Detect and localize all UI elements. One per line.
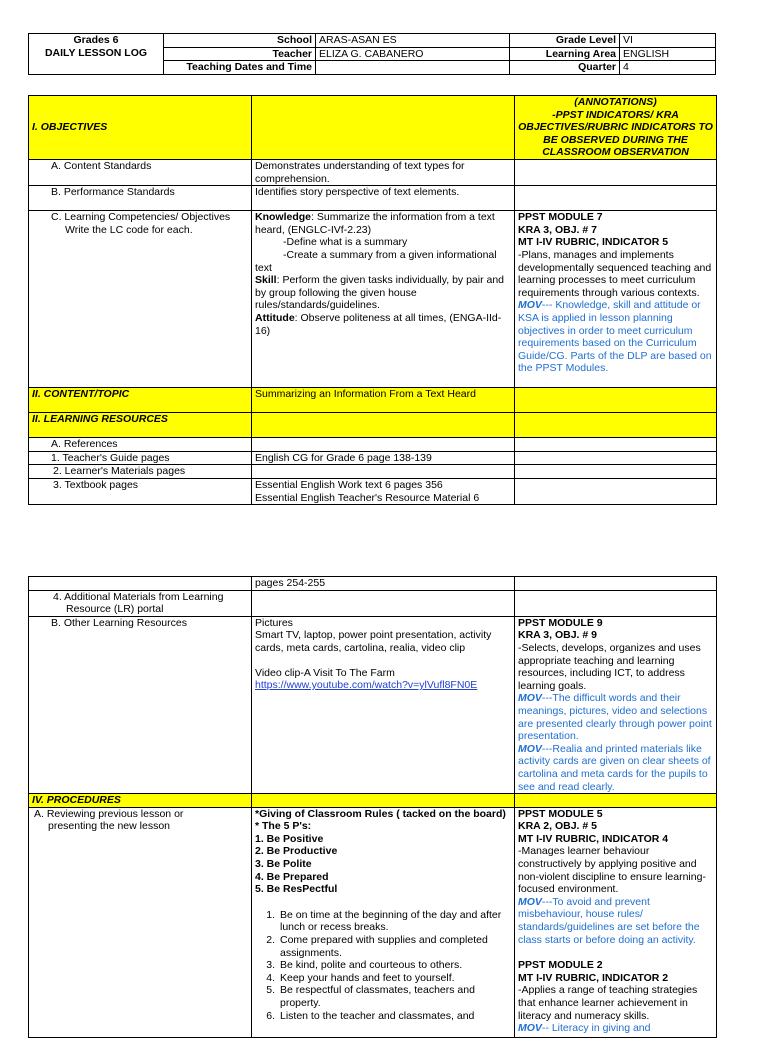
other-equipment: Smart TV, laptop, power point presentation, activity cards, meta cards, cartolina, realia, video clip xyxy=(255,629,492,654)
references-annotation xyxy=(515,438,717,452)
teachers-guide-value: English CG for Grade 6 page 138-139 xyxy=(252,451,515,465)
other-resources-annotation xyxy=(515,616,717,793)
procedures-annotation xyxy=(515,794,717,808)
annotations-subtitle: -PPST INDICATORS/ KRA OBJECTIVES/RUBRIC INDICATORS TO BE OBSERVED DURING THE CLASSROOM OBSERVATION xyxy=(518,108,713,159)
school-label: School xyxy=(164,34,316,48)
rule-text: Be kind, polite and courteous to others. xyxy=(280,959,463,972)
learning-competencies-value xyxy=(252,211,515,388)
content-standards-label: A. Content Standards xyxy=(29,160,252,186)
p-item-4: 4. Be Prepared xyxy=(255,870,329,883)
ann-module: PPST MODULE 7 xyxy=(518,211,603,224)
proc-ann2-mov xyxy=(518,1022,713,1035)
learners-materials-label: 2. Learner's Materials pages xyxy=(29,465,252,479)
knowledge-desc: : Summarize the information from a text heard, (ENGLC-IVf-2.23) xyxy=(255,211,495,236)
proc-ann1-rubric: MT I-IV RUBRIC, INDICATOR 4 xyxy=(518,832,669,845)
learning-area-label: Learning Area xyxy=(510,47,620,61)
ann-rubric: MT I-IV RUBRIC, INDICATOR 5 xyxy=(518,236,669,249)
mov-label: MOV xyxy=(518,299,542,312)
textbook-line2: Essential English Teacher's Resource Material 6 xyxy=(255,491,480,504)
rule-number: 1. xyxy=(266,908,275,921)
knowledge-label: Knowledge xyxy=(255,211,312,224)
content-topic: Summarizing an Information From a Text Heard xyxy=(252,388,515,413)
rule-number: 6. xyxy=(266,1009,275,1022)
rule-item xyxy=(255,1010,511,1023)
attitude-desc: : Observe politeness at all times, (ENGA-IId-16) xyxy=(255,311,502,337)
references-value xyxy=(252,438,515,452)
additional-materials-value xyxy=(252,590,515,616)
proc-mov2-label: MOV xyxy=(518,1022,542,1035)
grade-title-cell xyxy=(29,34,164,75)
ann-mov xyxy=(518,299,713,375)
content-standards-value: Demonstrates understanding of text types for comprehension. xyxy=(252,160,515,186)
content-annotation xyxy=(515,388,717,413)
proc-mov2-text: -- Literacy in giving and xyxy=(541,1022,651,1035)
rule-number: 5. xyxy=(266,984,275,997)
procedures-title: IV. PROCEDURES xyxy=(29,794,252,808)
textbook-line1: Essential English Work text 6 pages 356 xyxy=(255,478,443,491)
procedures-blank xyxy=(252,794,515,808)
header-table xyxy=(28,33,716,75)
proc-ann2-desc: -Applies a range of teaching strategies that enhance learner achievement in literacy and numeracy skills. xyxy=(518,984,698,1022)
resources-blank xyxy=(252,413,515,438)
p-item-2: 2. Be Productive xyxy=(255,845,338,858)
skill-desc: : Perform the given tasks individually, by pair and by group following the given house rules/standards/guidelines. xyxy=(255,274,505,312)
rule-item xyxy=(255,984,511,1009)
lc-label-line2: Write the LC code for each. xyxy=(65,223,193,236)
proc-ann2-rubric: MT I-IV RUBRIC, INDICATOR 2 xyxy=(518,971,669,984)
content-standards-annotation xyxy=(515,160,717,186)
review-label-line2: presenting the new lesson xyxy=(48,820,170,833)
rule-text: Keep your hands and feet to yourself. xyxy=(280,971,455,984)
other-resources-value xyxy=(252,616,515,793)
references-label: A. References xyxy=(29,438,252,452)
five-ps-title: * The 5 P's: xyxy=(255,820,312,833)
review-label-line1: A. Reviewing previous lesson or xyxy=(34,807,184,820)
video-link[interactable]: https://www.youtube.com/watch?v=ylVufl8FN0E xyxy=(255,679,478,692)
grades-label: Grades 6 xyxy=(73,34,119,46)
rule-item xyxy=(255,934,511,959)
knowledge-text xyxy=(255,211,511,236)
learners-materials-value xyxy=(252,465,515,479)
performance-standards-annotation xyxy=(515,186,717,211)
dates-label: Teaching Dates and Time xyxy=(164,61,316,75)
rule-number: 4. xyxy=(266,971,275,984)
knowledge-sub1: -Define what is a summary xyxy=(283,236,408,249)
ann-desc: -Plans, manages and implements developmentally sequenced teaching and learning processes to meet curriculum requirements through various contexts. xyxy=(518,248,712,299)
p-item-1: 1. Be Positive xyxy=(255,832,324,845)
rule-number: 2. xyxy=(266,934,275,947)
attitude-text xyxy=(255,312,511,337)
annotations-title: (ANNOTATIONS) xyxy=(574,96,657,108)
rule-text: Listen to the teacher and classmates, and xyxy=(280,1009,475,1022)
teachers-guide-annotation xyxy=(515,451,717,465)
p-item-3: 3. Be Polite xyxy=(255,858,312,871)
res-ann-desc: -Selects, develops, organizes and uses appropriate teaching and learning resources, including ICT, to address learning goals. xyxy=(518,641,701,692)
res-mov1-label: MOV xyxy=(518,692,542,705)
other-pictures: Pictures xyxy=(255,616,293,629)
school-value: ARAS-ASAN ES xyxy=(316,34,510,48)
proc-mov1-text: ---To avoid and prevent misbehaviour, house rules/ standards/guidelines are set before the class starts or before doing an activity. xyxy=(518,895,700,946)
performance-standards-value: Identifies story perspective of text elements. xyxy=(252,186,515,211)
objectives-title: I. OBJECTIVES xyxy=(29,96,252,160)
knowledge-sub2: -Create a summary from a given informational text xyxy=(255,248,497,274)
res-mov1-text: ---The difficult words and their meanings, pictures, video and selections are presented clearly through power point presentation. xyxy=(518,692,712,743)
skill-text xyxy=(255,274,511,312)
daily-lesson-log-label: DAILY LESSON LOG xyxy=(44,46,148,59)
learners-materials-annotation xyxy=(515,465,717,479)
mov-text: --- Knowledge, skill and attitude or KSA is applied in lesson planning objectives in order to meet curriculum requirements based on the Curriculum Guide/CG. Parts of the DLP are based on the PPST Modules. xyxy=(518,299,712,375)
resources-title: II. LEARNING RESOURCES xyxy=(29,413,252,438)
skill-label: Skill xyxy=(255,274,277,287)
other-video-title: Video clip-A Visit To The Farm xyxy=(255,666,395,679)
learning-competencies-label xyxy=(29,211,252,388)
dates-value xyxy=(316,61,510,75)
learning-competencies-annotation xyxy=(515,211,717,388)
textbook-cont-label xyxy=(29,577,252,591)
performance-standards-label: B. Performance Standards xyxy=(29,186,252,211)
ann-kra: KRA 3, OBJ. # 7 xyxy=(518,223,597,236)
other-resources-label: B. Other Learning Resources xyxy=(29,616,252,793)
res-mov2-text: ---Realia and printed materials like activity cards are given on clear sheets of cartolina and meta cards for the pupils to see and read clearly. xyxy=(518,742,711,793)
grade-level-label: Grade Level xyxy=(510,34,620,48)
proc-ann1-desc: -Manages learner behaviour constructively by applying positive and non-violent discipline to ensure learning-focused environment. xyxy=(518,845,706,896)
review-lesson-label xyxy=(29,807,252,1037)
proc-ann1-mov xyxy=(518,896,713,946)
resources-annotation xyxy=(515,413,717,438)
textbook-value xyxy=(252,478,515,504)
textbook-cont-annotation xyxy=(515,577,717,591)
res-mov2-label: MOV xyxy=(518,742,542,755)
textbook-cont-value: pages 254-255 xyxy=(252,577,515,591)
rule-item xyxy=(255,972,511,985)
rules-title: *Giving of Classroom Rules ( tacked on the board) xyxy=(255,807,506,820)
additional-label-line1: 4. Additional Materials from Learning xyxy=(53,590,224,603)
rule-text: Be on time at the beginning of the day and after lunch or recess breaks. xyxy=(280,908,502,934)
rule-number: 3. xyxy=(266,959,275,972)
quarter-value: 4 xyxy=(620,61,716,75)
additional-materials-label xyxy=(29,590,252,616)
rule-item xyxy=(255,909,511,934)
res-ann-mov2 xyxy=(518,743,713,793)
teacher-label: Teacher xyxy=(164,47,316,61)
review-lesson-annotation xyxy=(515,807,717,1037)
lesson-table xyxy=(28,95,717,505)
grade-level-value: VI xyxy=(620,34,716,48)
review-lesson-value xyxy=(252,807,515,1037)
p-item-5: 5. Be ResPectful xyxy=(255,883,338,896)
proc-mov1-label: MOV xyxy=(518,895,542,908)
teacher-value: ELIZA G. CABANERO xyxy=(316,47,510,61)
proc-ann1-kra: KRA 2, OBJ. # 5 xyxy=(518,820,597,833)
res-ann-kra: KRA 3, OBJ. # 9 xyxy=(518,629,597,642)
learning-area-value: ENGLISH xyxy=(620,47,716,61)
rule-text: Be respectful of classmates, teachers and property. xyxy=(280,984,475,1009)
rule-text: Come prepared with supplies and completed assignments. xyxy=(280,934,488,959)
attitude-label: Attitude xyxy=(255,311,295,324)
objectives-blank xyxy=(252,96,515,160)
res-ann-mov1 xyxy=(518,692,713,742)
annotations-header xyxy=(515,96,717,160)
teachers-guide-label: 1. Teacher's Guide pages xyxy=(29,451,252,465)
res-ann-module: PPST MODULE 9 xyxy=(518,616,603,629)
textbook-annotation xyxy=(515,478,717,504)
additional-materials-annotation xyxy=(515,590,717,616)
proc-ann1-module: PPST MODULE 5 xyxy=(518,807,603,820)
textbook-label: 3. Textbook pages xyxy=(29,478,252,504)
lc-label-line1: C. Learning Competencies/ Objectives xyxy=(51,211,231,224)
content-title: II. CONTENT/TOPIC xyxy=(29,388,252,413)
lesson-table-continued xyxy=(28,576,717,1038)
rule-item xyxy=(255,959,511,972)
additional-label-line2: Resource (LR) portal xyxy=(66,603,164,616)
proc-ann2-module: PPST MODULE 2 xyxy=(518,959,603,972)
quarter-label: Quarter xyxy=(510,61,620,75)
